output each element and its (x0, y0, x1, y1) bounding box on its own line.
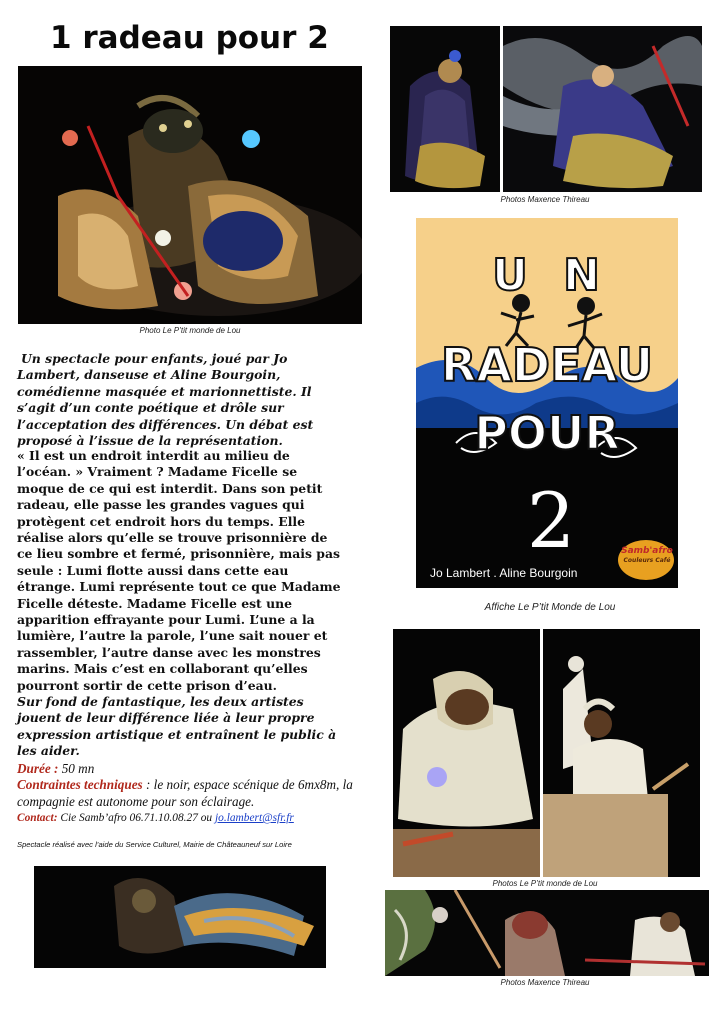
page-title: 1 radeau pour 2 (50, 20, 329, 56)
poster-credit: Jo Lambert . Aline Bourgoin (430, 566, 578, 580)
duree-label: Durée : (17, 761, 59, 776)
photo-top-right-left (390, 26, 500, 192)
poster-logo-sub: Couleurs Café (623, 557, 671, 564)
poster-caption: Affiche Le P’tit Monde de Lou (484, 602, 616, 613)
poster-logo (620, 546, 674, 566)
photo-main (18, 66, 362, 324)
photo-main-scene (18, 66, 362, 324)
photo-top-right-right (503, 26, 702, 192)
poster-line2: RADEAU (440, 338, 654, 392)
info-duree (17, 761, 357, 778)
photo-main-caption: Photo Le P’tit monde de Lou (139, 326, 241, 335)
photo-bottom-left (34, 866, 326, 968)
photo-mid-right-left (393, 629, 540, 877)
contraintes-value: : le noir, espace scénique de 6mx8m, la compagnie est autonome pour son éclairage. (17, 777, 353, 809)
contraintes-label: Contraintes techniques (17, 777, 143, 792)
photo-bottom-right-caption: Photos Maxence Thireau (500, 978, 590, 987)
photo-mid-right-right (543, 629, 700, 877)
poster-number: 2 (526, 476, 576, 565)
photo-bottom-right (385, 890, 709, 976)
info-contraintes (17, 777, 357, 810)
conclusion-paragraph: Sur fond de fantastique, les deux artistes jouent de leur différence liée à leur propre expression artistique et entraînent le public à les aider. (17, 694, 337, 759)
poster-line1: U N (492, 250, 610, 301)
sponsor-note: Spectacle réalisé avec l’aide du Service Culturel, Mairie de Châteauneuf sur Loire (17, 840, 292, 849)
intro-paragraph: Un spectacle pour enfants, joué par Jo Lambert, danseuse et Aline Bourgoin, comédienne masquée et marionnettiste. Il s’agit d’un conte poétique et drôle sur l’acceptation des différences. Un débat est proposé à l’issue de la représentation. (17, 351, 314, 449)
poster (416, 218, 678, 588)
poster-line3: POUR (474, 406, 620, 460)
contact-label: Contact: (17, 812, 58, 824)
contact-email-link[interactable]: jo.lambert@sfr.fr (214, 812, 294, 824)
story-paragraph: « Il est un endroit interdit au milieu de l’océan. » Vraiment ? Madame Ficelle se moque de ce qui est interdit. Dans son petit radeau, elle passe les grandes vagues qui protègent cet endroit hors du temps. Elle réalise alors qu’elle se trouve prisonnière de ce lieu sombre et fermé, prisonnière, mais pas seule : Lumi flotte aussi dans cette eau étrange. Lumi représente tout ce que Madame Ficelle déteste. Madame Ficelle est une apparition effrayante pour Lumi. L’une a la lumière, l’autre la parole, l’une sait nouer et rassembler, l’autre danse avec les monstres marins. Mais c’est en collaborant qu’elles pourront sortir de cette prison d’eau. (17, 448, 341, 693)
info-contact (17, 810, 357, 827)
contact-value: Cie Samb’afro 06.71.10.08.27 ou (57, 812, 215, 824)
photo-mid-right-caption: Photos Le P’tit monde de Lou (492, 879, 598, 888)
duree-value: 50 mn (58, 761, 95, 776)
photo-top-right-caption: Photos Maxence Thireau (500, 195, 590, 204)
poster-logo-text: Samb'afro (621, 546, 673, 556)
